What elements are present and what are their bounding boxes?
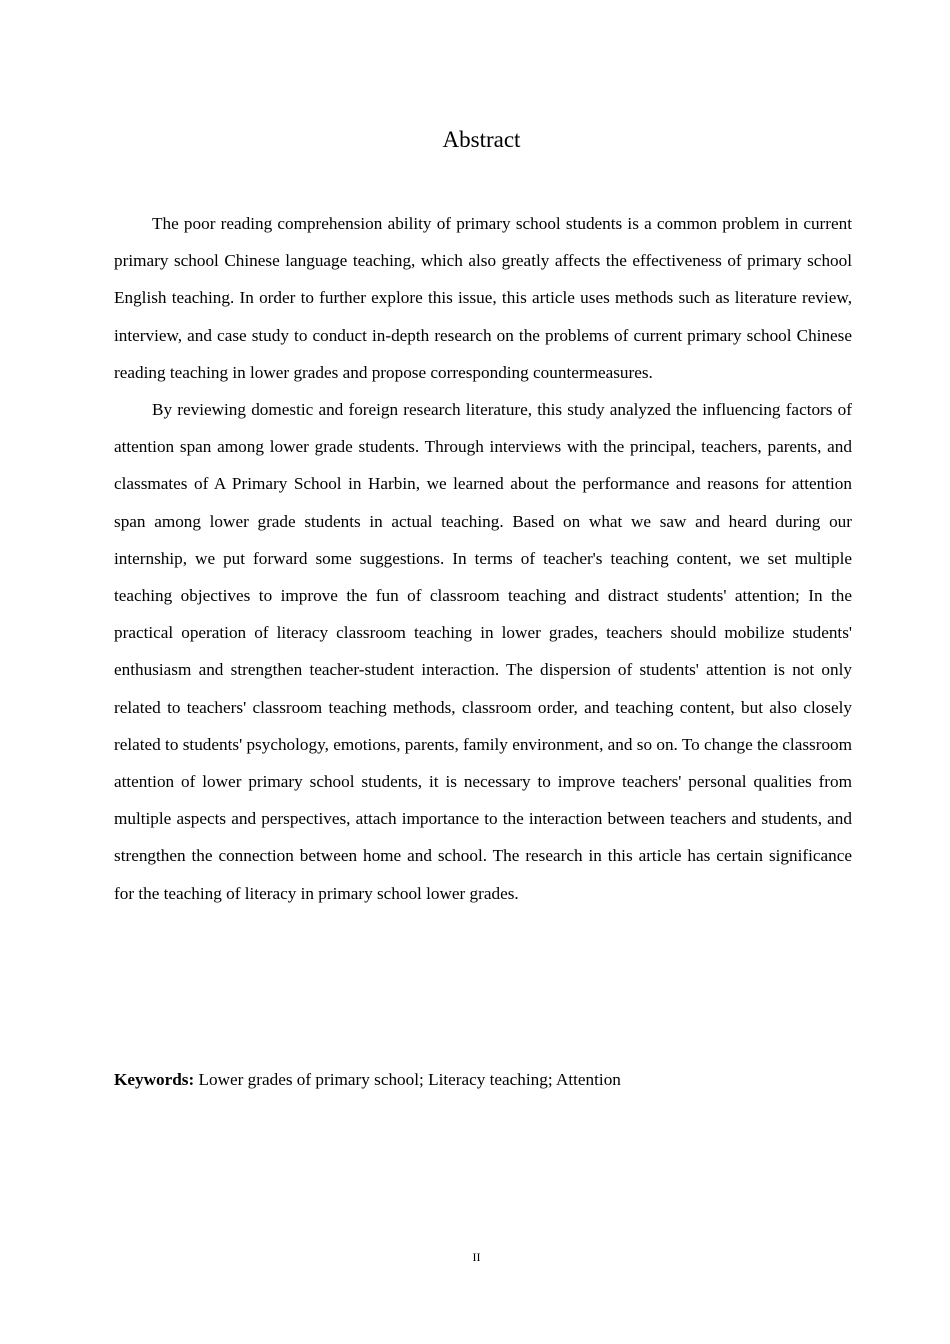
abstract-title: Abstract (442, 127, 521, 152)
abstract-paragraph-1: The poor reading comprehension ability of primary school students is a common problem in current primary school Chinese language teaching, which also greatly affects the effectiveness of primary school English teaching. In order to further explore this issue, this article uses methods such as literature review, interview, and case study to conduct in-depth research on the problems of current primary school Chinese reading teaching in lower grades and propose corresponding countermeasures. (114, 214, 852, 382)
page-number: II (472, 1250, 481, 1264)
keywords-text: Lower grades of primary school; Literacy teaching; Attention (194, 1070, 621, 1089)
abstract-paragraph-2: By reviewing domestic and foreign research literature, this study analyzed the influencing factors of attention span among lower grade students. Through interviews with the principal, teachers, parents, and classmates of A Primary School in Harbin, we learned about the performance and reasons for attention span among lower grade students in actual teaching. Based on what we saw and heard during our internship, we put forward some suggestions. In terms of teacher's teaching content, we set multiple teaching objectives to improve the fun of classroom teaching and distract students' attention; In the practical operation of literacy classroom teaching in lower grades, teachers should mobilize students' enthusiasm and strengthen teacher-student interaction. The dispersion of students' attention is not only related to teachers' classroom teaching methods, classroom order, and teaching content, but also closely related to students' psychology, emotions, parents, family environment, and so on. To change the classroom attention of lower primary school students, it is necessary to improve teachers' personal qualities from multiple aspects and perspectives, attach importance to the interaction between teachers and students, and strengthen the connection between home and school. The research in this article has certain significance for the teaching of literacy in primary school lower grades. (114, 400, 852, 903)
keywords-label: Keywords: (114, 1070, 195, 1089)
abstract-body (114, 205, 852, 912)
keywords-line (114, 1064, 852, 1096)
